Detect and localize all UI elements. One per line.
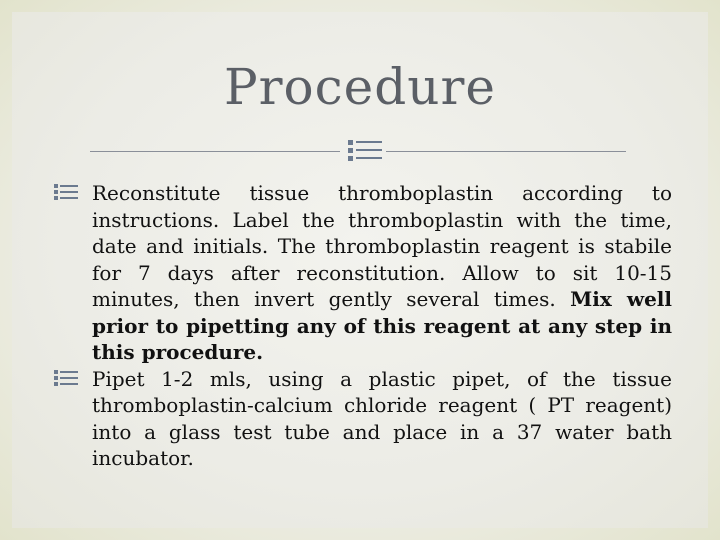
list-bullet-icon — [54, 370, 80, 386]
list-ornament-icon — [346, 138, 386, 164]
slide-content — [50, 180, 672, 472]
bullet-bold-text: Mix well prior to pipetting any of this reagent at any step in this procedure. — [92, 287, 672, 364]
title-rule-right — [386, 151, 626, 152]
bullet-text: Pipet 1-2 mls, using a plastic pipet, of the tissue thromboplastin-calcium chloride reagent ( PT reagent) into a glass test tube and place in a 37 water bath incubator. — [92, 366, 672, 470]
slide-title: Procedure — [224, 58, 496, 116]
bullet-item — [50, 180, 672, 366]
list-bullet-icon — [54, 184, 80, 200]
bullet-text: Reconstitute tissue thromboplastin according to instructions. Label the thromboplastin with the time, date and initials. The thromboplastin reagent is stabile for 7 days after reconstitution. Allow to sit 10-15 minutes, then invert gently several times. — [92, 181, 672, 311]
bullet-item — [50, 366, 672, 472]
title-rule-left — [90, 151, 340, 152]
